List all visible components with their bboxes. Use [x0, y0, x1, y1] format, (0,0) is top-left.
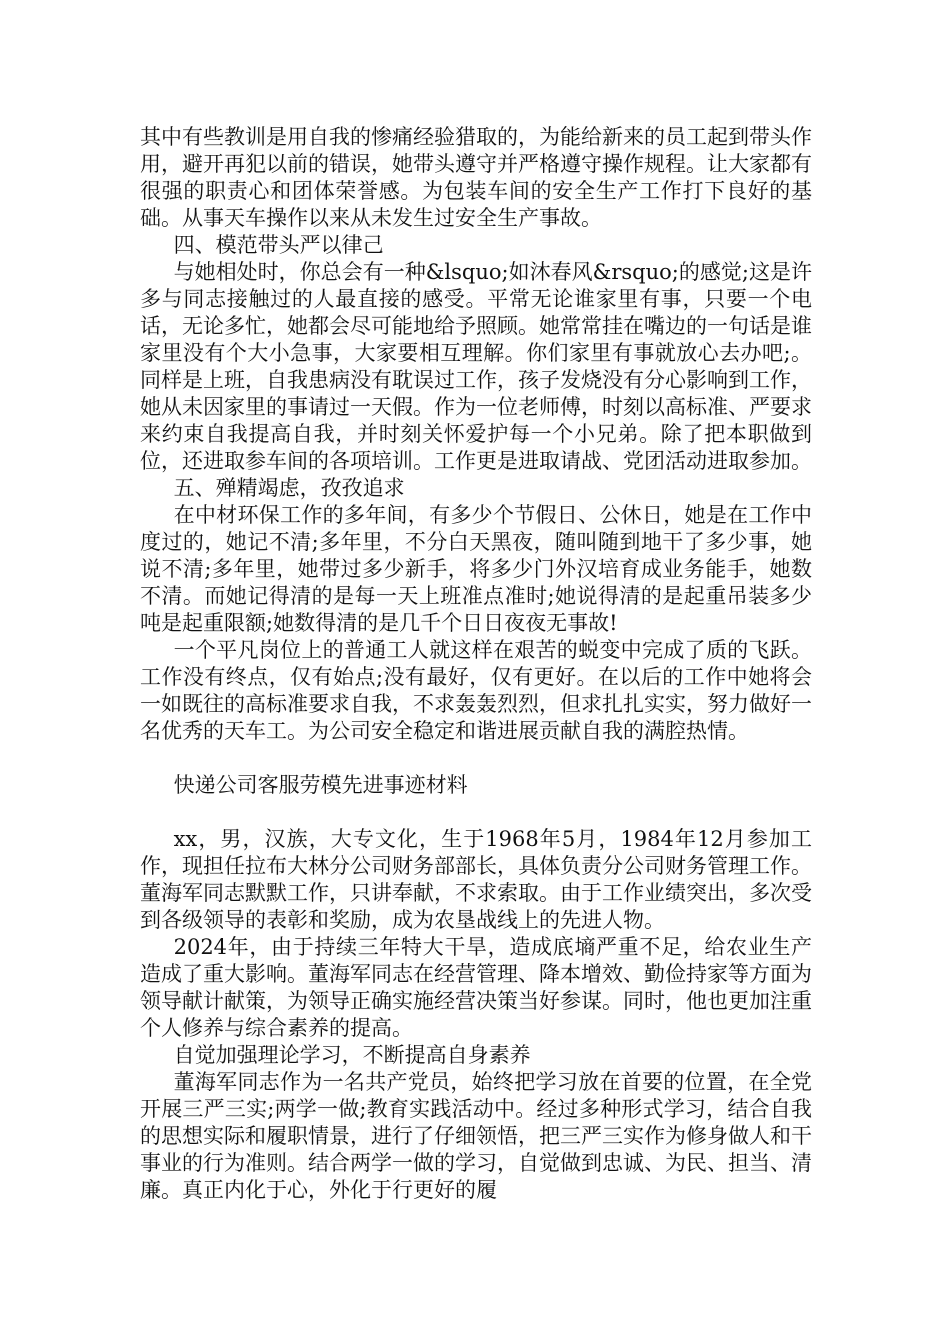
- document-title-express-company: 快递公司客服劳模先进事迹材料: [173, 773, 468, 797]
- paragraph-profile: xx，男，汉族，大专文化，生于1968年5月，1984年12月参加工作，现担任拉布大林分公司财务部部长，具体负责分公司财务管理工作。董海军同志默默工作，只讲奉献，不求索取。由于工作业绩突出，多次受到各级领导的表彰和奖励，成为农垦战线上的先进人物。: [140, 827, 812, 932]
- paragraph-years-of-work: 在中材环保工作的多年间，有多少个节假日、公休日，她是在工作中度过的，她记不清;多年里，不分白天黑夜，随叫随到地干了多少事，她说不清;多年里，她带过多少新手，将多少门外汉培育成业务能手，她数不清。而她记得清的是每一天上班准点准时;她说得清的是起重吊装多少吨是起重限额;她数得清的是几千个日日夜夜无事故!: [140, 503, 812, 635]
- paragraph-lessons: 其中有些教训是用自我的惨痛经验猎取的，为能给新来的员工起到带头作用，避开再犯以前的错误，她带头遵守并严格遵守操作规程。让大家都有很强的职责心和团体荣誉感。为包装车间的安全生产工作打下良好的基础。从事天车操作以来从未发生过安全生产事故。: [140, 125, 812, 230]
- paragraph-get-along: 与她相处时，你总会有一种&lsquo;如沐春风&rsquo;的感觉;这是许多与同志接触过的人最直接的感受。平常无论谁家里有事，只要一个电话，无论多忙，她都会尽可能地给予照顾。她常常挂在嘴边的一句话是谁家里没有个大小急事，大家要相互理解。你们家里有事就放心去办吧;。同样是上班，自我患病没有耽误过工作，孩子发烧没有分心影响到工作，她从未因家里的事请过一天假。作为一位老师傅，时刻以高标准、严要求来约束自我提高自我，并时刻关怀爱护每一个小兄弟。除了把本职做到位，还进取参车间的各项培训。工作更是进取请战、党团活动进取参加。: [140, 260, 812, 473]
- document-page: [140, 124, 812, 1204]
- heading-section-five: 五、殚精竭虑，孜孜追求: [173, 476, 405, 500]
- paragraph-drought: 2024年，由于持续三年特大干旱，造成底墒严重不足，给农业生产造成了重大影响。董海军同志在经营管理、降本增效、勤俭持家等方面为领导献计献策，为领导正确实施经营决策当好参谋。同时，他也更加注重个人修养与综合素养的提高。: [140, 935, 812, 1040]
- blank-line: [140, 745, 812, 772]
- paragraph-ordinary-worker: 一个平凡岗位上的普通工人就这样在艰苦的蜕变中完成了质的飞跃。工作没有终点，仅有始点;没有最好，仅有更好。在以后的工作中她将会一如既往的高标准要求自我，不求轰轰烈烈，但求扎扎实实，努力做好一名优秀的天车工。为公司安全稳定和谐进展贡献自我的满腔热情。: [140, 638, 812, 743]
- heading-section-four: 四、模范带头严以律己: [173, 233, 384, 257]
- blank-line: [140, 799, 812, 826]
- heading-theory-study: 自觉加强理论学习，不断提高自身素养: [173, 1043, 531, 1067]
- paragraph-party-member: 董海军同志作为一名共产党员，始终把学习放在首要的位置，在全党开展三严三实;两学一做;教育实践活动中。经过多种形式学习，结合自我的思想实际和履职情景，进行了仔细领悟，把三严三实作为修身做人和干事业的行为准则。结合两学一做的学习，自觉做到忠诚、为民、担当、清廉。真正内化于心，外化于行更好的履: [140, 1070, 812, 1202]
